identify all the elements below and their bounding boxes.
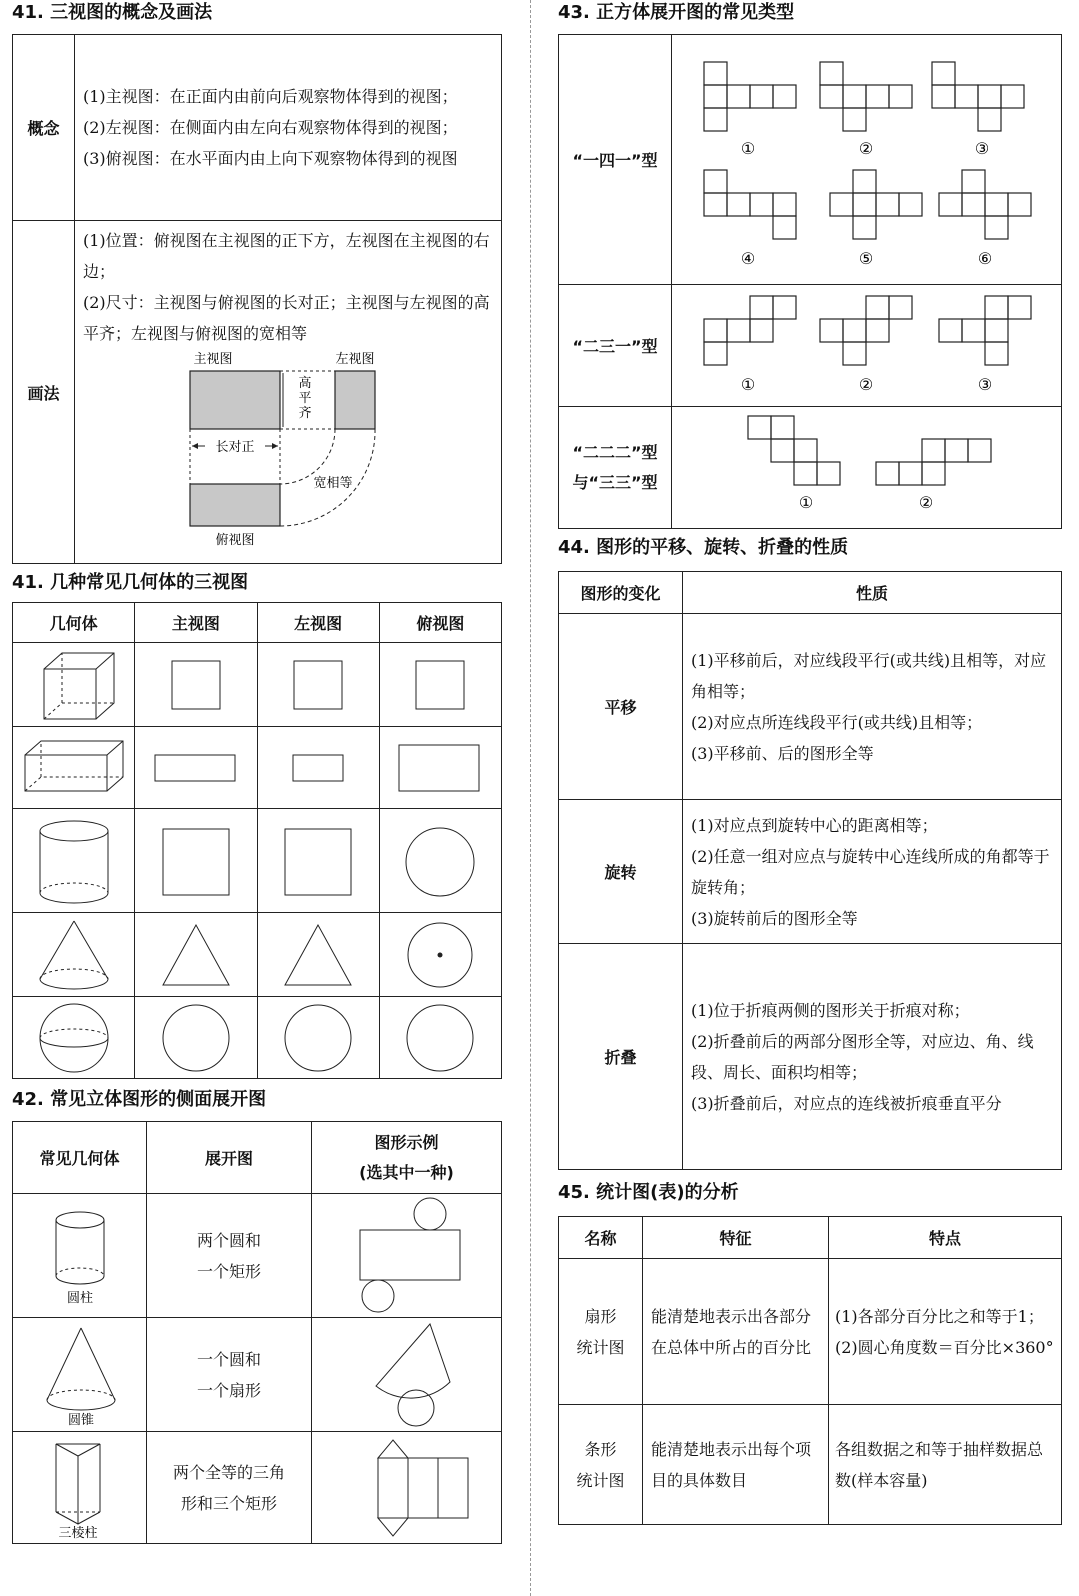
left-view-label: 左视图: [335, 352, 375, 367]
table-row: [13, 913, 502, 997]
three-view-diagram: [83, 349, 483, 549]
left-view-rect: [335, 371, 375, 429]
concept-line: (3)俯视图：在水平面内由上向下观察物体得到的视图: [83, 149, 458, 168]
table-row: [13, 643, 502, 727]
type-222-33-nets: [682, 412, 1052, 524]
svg-text:三棱柱: 三棱柱: [57, 1525, 98, 1540]
net-number: ①: [798, 492, 813, 512]
net-description: 两个圆和 一个矩形: [147, 1194, 312, 1318]
table-row: [13, 727, 502, 809]
top-view-label: 俯视图: [215, 533, 255, 548]
net-number: ①: [740, 374, 755, 394]
col-header: 常见几何体: [13, 1122, 147, 1194]
cone-solid-figure: [35, 1322, 125, 1428]
col-header: 俯视图: [379, 603, 501, 643]
net-number: ④: [740, 248, 755, 268]
section-43-title: 43. 正方体展开图的常见类型: [558, 2, 795, 23]
section-41-title: 41. 三视图的概念及画法: [12, 2, 213, 23]
net-number: ⑤: [858, 248, 873, 268]
pie-chart-label: 扇形 统计图: [559, 1259, 643, 1405]
section-44-title: 44. 图形的平移、旋转、折叠的性质: [558, 537, 849, 558]
cube-figure: [24, 647, 124, 723]
table-row: [13, 1318, 502, 1432]
section-42-title: 42. 常见立体图形的侧面展开图: [12, 1089, 267, 1110]
concept-label: 概念: [13, 35, 75, 221]
height-label: 高平齐: [298, 376, 312, 421]
col-header: 图形的变化: [559, 572, 683, 614]
type-141-label: “一四一”型: [559, 35, 672, 285]
col-header: 主视图: [135, 603, 257, 643]
three-view-concept-table: [12, 34, 502, 564]
net-number: ②: [918, 492, 933, 512]
svg-text:圆柱: 圆柱: [66, 1290, 93, 1306]
table-row: 折叠 (1)位于折痕两侧的图形关于折痕对称； (2)折叠前后的两部分图形全等，对应边、角、线段、周长、面积均相等； (3)折叠前后，对应点的连线被折痕垂直平分: [559, 944, 1062, 1170]
section-41b-title: 41. 几种常见几何体的三视图: [12, 572, 249, 593]
statistics-table: [558, 1216, 1062, 1525]
net-table: [12, 1121, 502, 1544]
net-number: ⑥: [977, 248, 992, 268]
sphere-figure: [24, 1000, 124, 1076]
prism-net: [342, 1436, 472, 1540]
net-number: ②: [858, 138, 873, 158]
column-divider: [530, 0, 531, 1596]
cuboid-figure: [19, 733, 129, 803]
front-view-rect: [190, 371, 280, 429]
folding-label: 折叠: [559, 944, 683, 1170]
col-header: 特征: [643, 1217, 829, 1259]
concept-line: (2)左视图：在侧面内由左向右观察物体得到的视图；: [83, 118, 458, 137]
net-number: ③: [974, 138, 989, 158]
bar-chart-label: 条形 统计图: [559, 1405, 643, 1525]
table-row: [559, 407, 1062, 529]
col-header: 名称: [559, 1217, 643, 1259]
net-description: 一个圆和 一个扇形: [147, 1318, 312, 1432]
cone-figure: [24, 915, 124, 995]
table-row: [559, 285, 1062, 407]
net-number: ③: [977, 374, 992, 394]
svg-text:圆锥: 圆锥: [67, 1412, 94, 1428]
type-141-nets: [682, 42, 1052, 278]
type-222-33-label: “二二二”型 与“三三”型: [559, 407, 672, 529]
translation-label: 平移: [559, 614, 683, 800]
method-content: [75, 221, 502, 564]
method-label: 画法: [13, 221, 75, 564]
table-row: [13, 1194, 502, 1318]
width-label: 宽相等: [313, 476, 353, 491]
rotation-label: 旋转: [559, 800, 683, 944]
top-view-rect: [190, 484, 280, 526]
section-45-title: 45. 统计图(表)的分析: [558, 1182, 739, 1203]
table-row: 旋转 (1)对应点到旋转中心的距离相等； (2)任意一组对应点与旋转中心连线所成的角都等于旋转角； (3)旋转前后的图形全等: [559, 800, 1062, 944]
right-column: [558, 0, 1062, 1525]
left-column: [12, 0, 502, 1544]
concept-line: (1)主视图：在正面内由前向后观察物体得到的视图；: [83, 87, 458, 106]
cone-net: [342, 1320, 472, 1430]
solid-views-table: [12, 602, 502, 1079]
table-row: [13, 1432, 502, 1544]
cylinder-figure: [24, 813, 124, 909]
concept-content: [75, 35, 502, 221]
type-231-nets: [682, 290, 1052, 402]
prism-solid-figure: [40, 1436, 120, 1540]
col-header: 几何体: [13, 603, 135, 643]
cylinder-solid-figure: [40, 1206, 120, 1306]
front-view-label: 主视图: [193, 352, 233, 367]
net-description: 两个全等的三角 形和三个矩形: [147, 1432, 312, 1544]
method-line: (2)尺寸：主视图与俯视图的长对正；主视图与左视图的高平齐；左视图与俯视图的宽相等: [83, 293, 490, 343]
method-line: (1)位置：俯视图在主视图的正下方，左视图在主视图的右边；: [83, 231, 490, 281]
net-number: ②: [858, 374, 873, 394]
type-231-label: “二三一”型: [559, 285, 672, 407]
table-row: 条形 统计图 能清楚地表示出每个项目的具体数目 各组数据之和等于抽样数据总数(样本容量): [559, 1405, 1062, 1525]
col-header: 左视图: [257, 603, 379, 643]
table-row: [13, 809, 502, 913]
cube-net-table: [558, 34, 1062, 529]
length-label: 长对正: [215, 440, 255, 455]
col-header: 展开图: [147, 1122, 312, 1194]
table-row: 平移 (1)平移前后，对应线段平行(或共线)且相等，对应角相等； (2)对应点所连线段平行(或共线)且相等； (3)平移前、后的图形全等: [559, 614, 1062, 800]
net-number: ①: [740, 138, 755, 158]
table-row: 扇形 统计图 能清楚地表示出各部分在总体中所占的百分比 (1)各部分百分比之和等于1； (2)圆心角度数＝百分比×360°: [559, 1259, 1062, 1405]
col-header: 性质: [683, 572, 1062, 614]
col-header: 图形示例 (选其中一种): [312, 1122, 502, 1194]
col-header: 特点: [829, 1217, 1062, 1259]
table-row: [559, 35, 1062, 285]
cylinder-net: [342, 1196, 472, 1316]
table-row: [13, 997, 502, 1079]
transform-table: [558, 571, 1062, 1170]
